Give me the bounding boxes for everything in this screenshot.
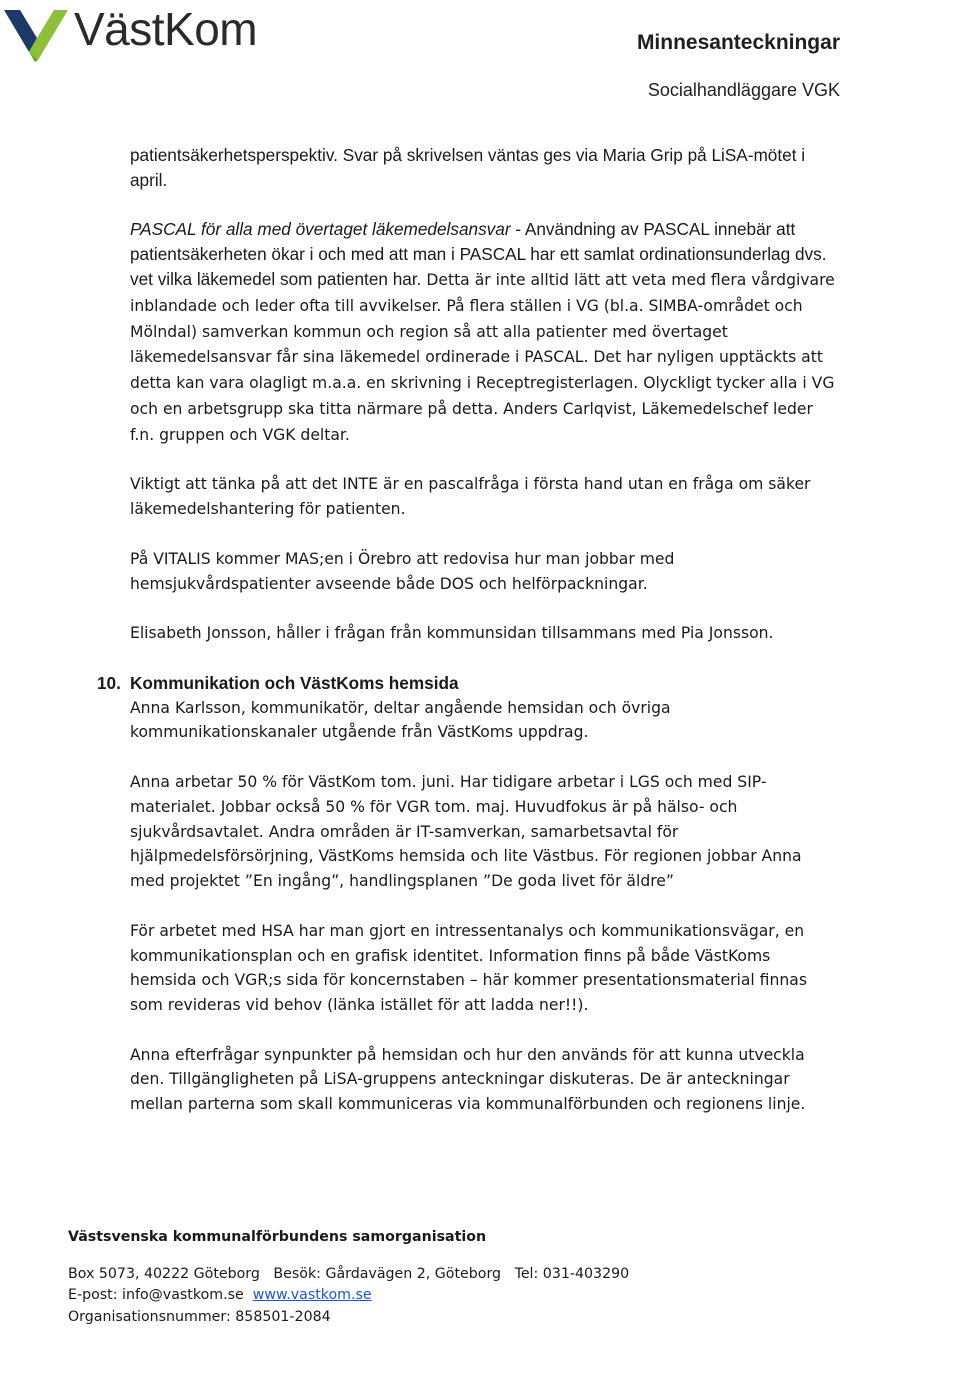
section-number: 10. <box>97 672 121 693</box>
footer-org-name: Västsvenska kommunalförbundens samorganisation <box>68 1229 487 1245</box>
section-body <box>130 696 840 1118</box>
section-paragraph: För arbetet med HSA har man gjort en intressentanalys och kommunikationsvägar, en kommunikationsplan och en grafisk identitet. Information finns på både VästKoms hemsida och VGR;s sida för koncernstaben – här kommer presentationsmaterial finnas som revideras vid behov (länka istället för att ladda ner!!). <box>130 921 807 1015</box>
document-subtitle: Socialhandläggare VGK <box>647 80 840 100</box>
paragraph: På VITALIS kommer MAS;en i Örebro att redovisa hur man jobbar med hemsjukvårdspatienter avseende både DOS och helförpackningar. <box>130 549 675 593</box>
section-paragraph: Anna arbetar 50 % för VästKom tom. juni. Har tidigare arbetar i LGS och med SIP-materialet. Jobbar också 50 % för VGR tom. maj. Huvudfokus är på hälso- och sjukvårdsavtalet. Andra områden är IT-samverkan, samarbetsavtal för hjälpmedelsförsörjning, VästKoms hemsida och lite Västbus. För regionen jobbar Anna med projektet ”En ingång”, handlingsplanen ”De goda livet för äldre” <box>130 772 802 891</box>
paragraph: patientsäkerhetsperspektiv. Svar på skrivelsen väntas ges via Maria Grip på LiSA-mötet i april. <box>130 145 806 190</box>
footer-website-link[interactable]: www.vastkom.se <box>252 1287 372 1304</box>
pascal-heading: PASCAL för alla med övertaget läkemedelsansvar <box>130 219 511 240</box>
paragraph-pascal <box>130 217 840 447</box>
document-body <box>97 143 840 1117</box>
page-footer <box>68 1227 629 1328</box>
logo-wordmark: VästKom <box>74 3 258 55</box>
footer-contact <box>68 1285 629 1307</box>
section-paragraph: Anna Karlsson, kommunikatör, deltar angående hemsidan och övriga kommunikationskanaler utgående från VästKoms uppdrag. <box>130 698 671 742</box>
section-paragraph: Anna efterfrågar synpunkter på hemsidan och hur den används för att kunna utveckla den. Tillgängligheten på LiSA-gruppens anteckningar diskuteras. De är anteckningar mellan parterna som skall kommuniceras via kommunalförbunden och regionens linje. <box>130 1045 806 1114</box>
vastkom-logo-mark-icon <box>4 6 68 62</box>
footer-address <box>68 1264 629 1286</box>
document-title: Minnesanteckningar <box>636 31 840 54</box>
footer-email: E-post: info@vastkom.se <box>68 1287 244 1304</box>
pascal-text-cont: Detta är inte alltid lätt att veta med flera vårdgivare inblandade och leder ofta till avvikelser. På flera ställen i VG (bl.a. SIMBA-området och Mölndal) samverkan kommun och region så att alla patienter med övertaget läkemedelsansvar får sina läkemedel ordinerade i PASCAL. Det har nyligen upptäckts att detta kan vara olagligt m.a.a. en skrivning i Receptregisterlagen. Olyckligt tycker alla i VG och en arbetsgrupp ska titta närmare på detta. Anders Carlqvist, Läkemedelschef leder f.n. gruppen och VGK deltar. <box>130 270 835 444</box>
section-title: Kommunikation och VästKoms hemsida <box>130 672 459 693</box>
footer-orgnr: Organisationsnummer: 858501-2084 <box>68 1308 331 1325</box>
vastkom-logo <box>4 3 274 66</box>
section-heading <box>97 671 840 696</box>
paragraph: Viktigt att tänka på att det INTE är en pascalfråga i första hand utan en fråga om säker läkemedelshantering för patienten. <box>130 475 811 519</box>
paragraph: Elisabeth Jonsson, håller i frågan från kommunsidan tillsammans med Pia Jonsson. <box>130 624 774 643</box>
footer-address-text: Box 5073, 40222 Göteborg Besök: Gårdavägen 2, Göteborg Tel: 031-403290 <box>68 1265 630 1282</box>
pascal-text: - Användning av PASCAL innebär att patientsäkerheten ökar i och med att man i PASCAL har ett samlat ordinationsunderlag dvs. vet vilka läkemedel som patienten har. <box>130 219 827 289</box>
